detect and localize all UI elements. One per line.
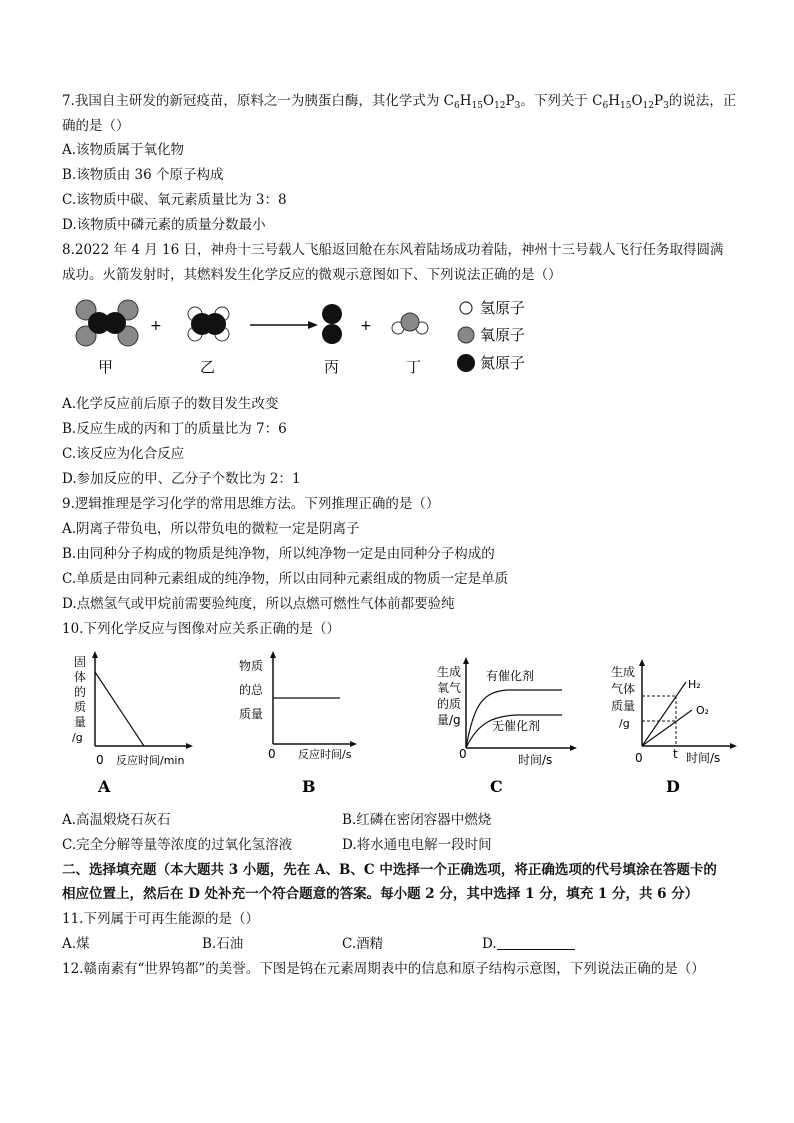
graph-b-xlabel: 反应时间/s — [298, 748, 352, 761]
graph-a-xarrow-icon — [186, 743, 193, 749]
plus-sign: + — [150, 318, 162, 334]
graph-b-ylabel: 的总 — [239, 683, 264, 697]
molecule-ding-icon — [392, 313, 428, 334]
graph-a-xlabel: 反应时间/min — [116, 754, 185, 767]
graph-a-yarrow-icon — [92, 651, 98, 658]
graph-a — [72, 651, 193, 796]
q10-option-b: B.红磷在密闭容器中燃烧 — [342, 812, 492, 828]
q7-formula-part: O — [631, 93, 643, 109]
q7-formula-part: H — [608, 93, 620, 109]
graph-d-ylabel: /g — [619, 717, 630, 730]
label-ding: 丁 — [406, 358, 422, 376]
q11-option-c: C.酒精 — [342, 936, 384, 952]
arrow-head-icon — [308, 321, 318, 329]
q8-stem-line2: 成功。火箭发射时，其燃料发生化学反应的微观示意图如下、下列说法正确的是（） — [62, 267, 562, 283]
q9-stem: 9.逻辑推理是学习化学的常用思维方法。下列推理正确的是（） — [62, 496, 440, 512]
q10-graphs — [62, 650, 762, 800]
q8-option-a: A.化学反应前后原子的数目发生改变 — [62, 396, 279, 412]
q11-option-d — [482, 935, 575, 953]
graph-c-xlabel: 时间/s — [518, 753, 553, 767]
q9-option-c: C.单质是由同种元素组成的纯净物，所以由同种元素组成的物质一定是单质 — [62, 571, 509, 587]
q7-formula-part: 12 — [494, 101, 506, 111]
graph-c-letter: C — [490, 777, 503, 796]
q9-option-d: D.点燃氢气或甲烷前需要验纯度，所以点燃可燃性气体前都要验纯 — [62, 596, 455, 612]
plus-sign: + — [360, 318, 372, 334]
q11-option-b: B.石油 — [202, 936, 244, 952]
q7-option-b: B.该物质由 36 个原子构成 — [62, 167, 224, 183]
graph-d-origin: 0 — [635, 751, 643, 765]
q10-stem: 10.下列化学反应与图像对应关系正确的是（） — [62, 621, 340, 637]
q7-stem-line2: 确的是（） — [62, 118, 130, 134]
label-bing: 丙 — [324, 358, 340, 376]
graph-d-ylabel: 气体 — [611, 682, 636, 696]
legend-oxygen-icon — [458, 327, 474, 343]
q7-formula-part: O — [482, 93, 495, 109]
label-jia: 甲 — [98, 358, 114, 376]
q7-formula-part: 3 — [514, 101, 521, 111]
q7-formula-part: 3 — [663, 101, 669, 111]
graph-a-ylabel: 体 — [74, 670, 87, 684]
section2-heading-line1: 二、选择填充题（本大题共 3 小题，先在 A、B、C 中选择一个正确选项，将正确选项的代号填涂在答题卡的 — [62, 862, 717, 878]
graph-a-ylabel: 的 — [74, 685, 87, 699]
graph-c-label-nocatalyst: 无催化剂 — [492, 719, 541, 733]
label-yi: 乙 — [200, 358, 216, 376]
graph-c — [437, 657, 577, 796]
section2-heading-line2: 相应位置上，然后在 D 处补充一个符合题意的答案。每小题 2 分，其中选择 1 分，填充 1 分，共 6 分） — [62, 886, 699, 902]
legend-hydrogen-icon — [460, 302, 472, 314]
graph-b-ylabel: 质量 — [239, 707, 264, 721]
graph-c-ylabel: 量/g — [437, 713, 461, 727]
graph-d-xlabel: 时间/s — [686, 751, 721, 765]
q7-formula-part: P — [505, 93, 515, 109]
graph-c-ylabel: 的质 — [437, 697, 462, 711]
legend-nitrogen-icon — [457, 354, 475, 372]
q7-formula-part: 6 — [602, 101, 609, 111]
graph-a-ylabel: /g — [72, 731, 83, 744]
graph-d-line-o2 — [642, 710, 692, 746]
graph-c-xarrow-icon — [570, 745, 577, 751]
q7-stem-line1 — [62, 92, 736, 115]
graph-a-line — [95, 672, 144, 746]
graph-d-xarrow-icon — [730, 743, 737, 749]
q8-stem-line1: 8.2022 年 4 月 16 日，神舟十三号载人飞船返回舱在东风着陆场成功着陆，神州十三号载人飞行任务取得圆满 — [62, 242, 724, 258]
graph-a-letter: A — [98, 777, 111, 796]
graph-b-origin: 0 — [268, 747, 276, 761]
graph-d-line-h2 — [642, 682, 686, 746]
q8-option-c: C.该反应为化合反应 — [62, 446, 185, 462]
graph-d-ylabel: 质量 — [611, 699, 636, 713]
q9-option-a: A.阴离子带负电，所以带负电的微粒一定是阴离子 — [62, 521, 360, 537]
q10-option-d: D.将水通电电解一段时间 — [342, 837, 492, 853]
graph-a-origin: 0 — [96, 753, 104, 767]
graph-b-letter: B — [302, 777, 316, 796]
q10-option-a: A.高温煅烧石灰石 — [62, 812, 171, 828]
graph-a-ylabel: 质 — [74, 700, 87, 714]
q7-formula-part: 12 — [642, 101, 654, 111]
q7-formula-part: 15 — [619, 101, 632, 111]
q7-option-d: D.该物质中磷元素的质量分数最小 — [62, 217, 266, 233]
q8-reaction-diagram — [62, 292, 562, 384]
q11-stem: 11.下列属于可再生能源的是（） — [62, 911, 259, 927]
q8-option-b: B.反应生成的丙和丁的质量比为 7：6 — [62, 421, 287, 437]
graph-d-t: t — [673, 747, 678, 761]
legend-nitrogen: 氮原子 — [480, 354, 526, 372]
graph-a-ylabel: 量 — [74, 715, 87, 729]
q7-stem-text: 7.我国自主研发的新冠疫苗，原料之一为胰蛋白酶，其化学式为 C — [62, 93, 455, 109]
legend-hydrogen: 氢原子 — [480, 299, 526, 317]
graph-c-yarrow-icon — [463, 657, 469, 664]
q7-formula-part: P — [653, 93, 664, 109]
q7-formula-part: 15 — [471, 101, 483, 111]
molecule-bing-icon — [322, 304, 342, 344]
graph-a-ylabel: 固 — [74, 655, 87, 669]
graph-b-ylabel: 物质 — [239, 659, 264, 673]
q9-option-b: B.由同种分子构成的物质是纯净物，所以纯净物一定是由同种分子构成的 — [62, 546, 495, 562]
q11-option-a: A.煤 — [62, 936, 90, 952]
q8-option-d: D.参加反应的甲、乙分子个数比为 2：1 — [62, 471, 301, 487]
molecule-yi-icon — [188, 307, 229, 341]
graph-d-yarrow-icon — [639, 659, 645, 666]
graph-c-ylabel: 生成 — [437, 665, 462, 679]
q7-stem-text: 的说法，正 — [668, 93, 737, 109]
q10-option-c: C.完全分解等量等浓度的过氧化氢溶液 — [62, 837, 293, 853]
graph-b-yarrow-icon — [270, 651, 276, 658]
graph-d-label-h2: H₂ — [688, 678, 701, 691]
graph-d-letter: D — [666, 777, 680, 796]
graph-b — [239, 651, 357, 796]
graph-c-origin: 0 — [459, 747, 467, 761]
q12-stem: 12.赣南素有“世界钨都”的美誉。下图是钨在元素周期表中的信息和原子结构示意图，下列说法正确的是（） — [62, 961, 705, 977]
q7-stem-text: 。下列关于 C — [520, 93, 603, 109]
q11-option-d-label: D. — [482, 936, 497, 952]
graph-c-ylabel: 氧气 — [437, 681, 462, 695]
graph-d — [611, 659, 737, 796]
q7-option-c: C.该物质中碳、氧元素质量比为 3：8 — [62, 192, 287, 208]
graph-c-label-catalyst: 有催化剂 — [486, 669, 535, 683]
q7-option-a: A.该物质属于氧化物 — [62, 142, 185, 158]
graph-d-ylabel: 生成 — [611, 665, 636, 679]
q7-formula-part: H — [459, 93, 472, 109]
molecule-jia-icon — [76, 300, 138, 346]
q7-formula-part: 6 — [454, 101, 460, 111]
graph-d-label-o2: O₂ — [696, 704, 710, 717]
graph-b-xarrow-icon — [350, 741, 357, 747]
legend-oxygen: 氧原子 — [480, 326, 526, 344]
q11-answer-blank[interactable] — [497, 935, 575, 950]
